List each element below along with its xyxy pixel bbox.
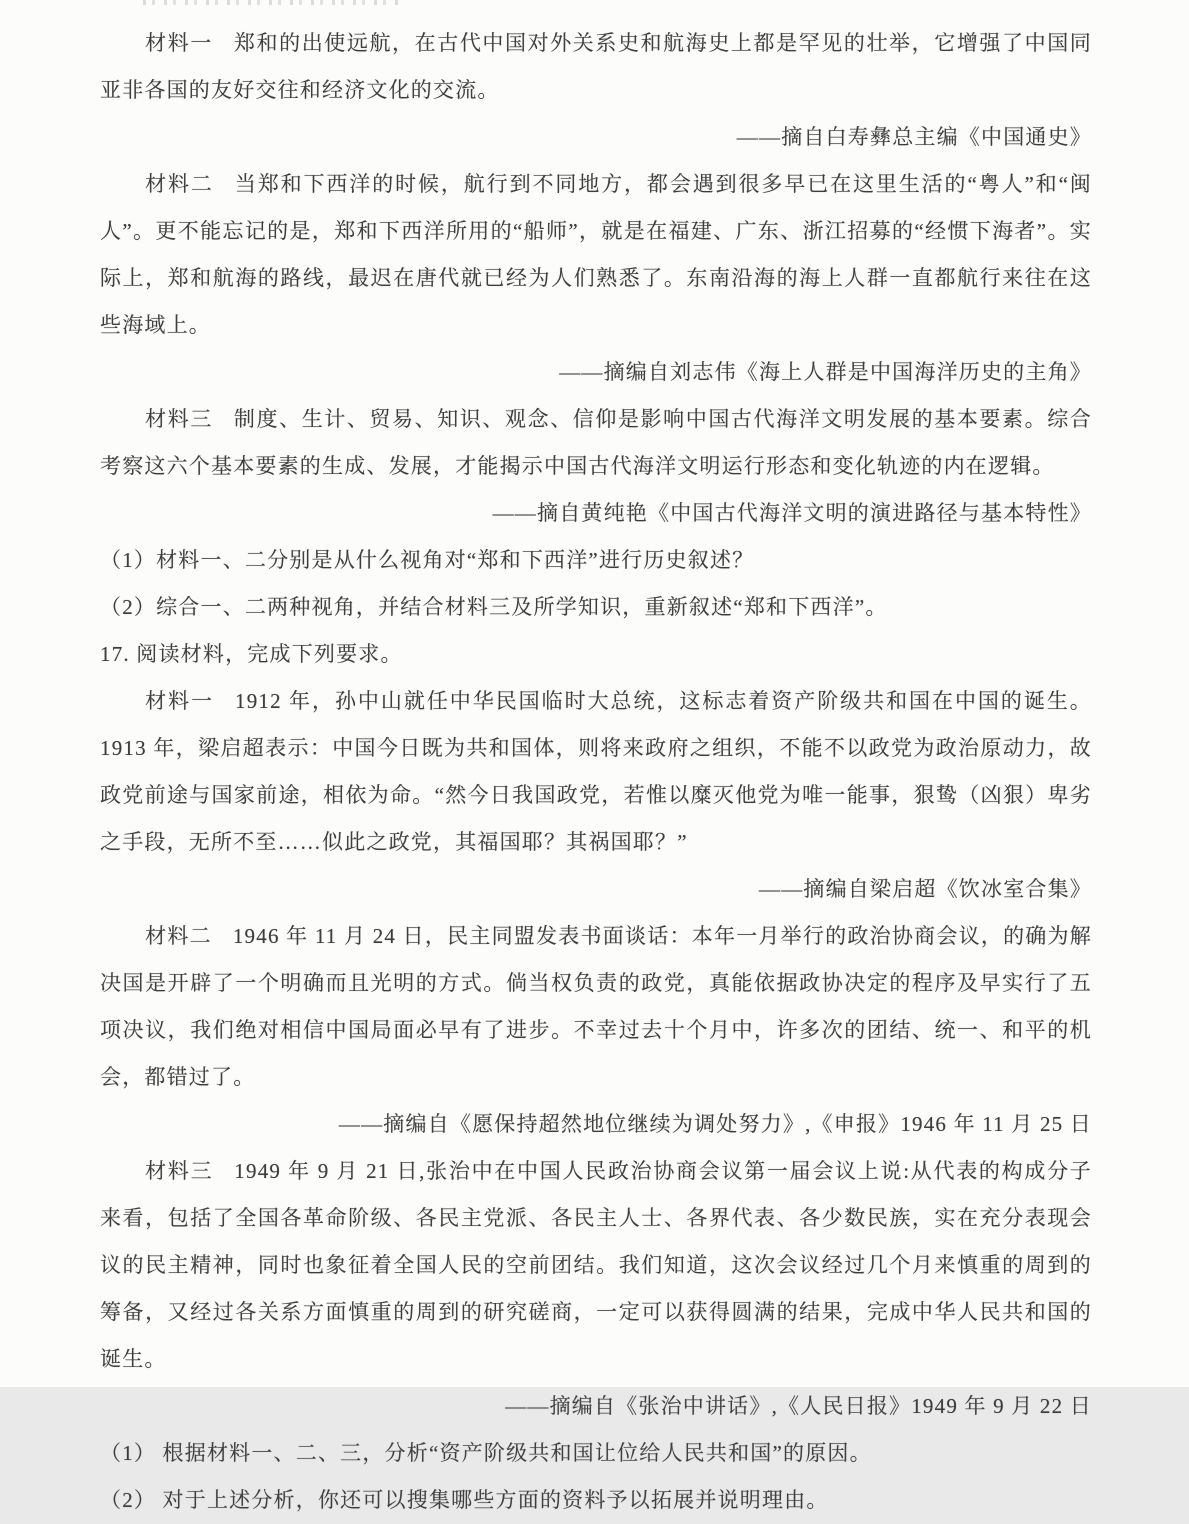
source-attribution: ——摘自白寿彝总主编《中国通史》 <box>736 125 1092 149</box>
exam-text-content <box>100 20 1092 1524</box>
source-attribution: ——摘编自《愿保持超然地位继续为调处努力》,《申报》1946 年 11 月 25 日 <box>338 1112 1092 1136</box>
source-attribution: ——摘编自梁启超《饮冰室合集》 <box>759 877 1092 901</box>
material-label: 材料一 <box>145 31 213 55</box>
material-label: 材料三 <box>145 407 213 431</box>
material-paragraph <box>100 913 1092 1101</box>
material-label: 材料一 <box>145 689 215 713</box>
material-paragraph <box>100 20 1092 114</box>
source-attribution: ——摘编自《张治中讲话》,《人民日报》1949 年 9 月 22 日 <box>505 1394 1092 1418</box>
material-text: 1912 年，孙中山就任中华民国临时大总统，这标志着资产阶级共和国在中国的诞生。1913 年，梁启超表示：中国今日既为共和国体，则将来政府之组织，不能不以政党为政治原动力，故政党前途与国家前途，相依为命。“然今日我国政党，若惟以糜灭他党为唯一能事，狠鸷（凶狠）卑劣之手段，无所不至……似此之政党，其福国耶？其祸国耶？” <box>100 689 1092 854</box>
material-text: 1949 年 9 月 21 日,张治中在中国人民政治协商会议第一届会议上说:从代表的构成分子来看，包括了全国各革命阶级、各民主党派、各民主人士、各界代表、各少数民族，实在充分表现会议的民主精神，同时也象征着全国人民的空前团结。我们知道，这次会议经过几个月来慎重的周到的筹备，又经过各关系方面慎重的周到的研究磋商，一定可以获得圆满的结果，完成中华人民共和国的诞生。 <box>100 1159 1092 1371</box>
material-paragraph <box>100 678 1092 866</box>
question-item-1: （1）材料一、二分别是从什么视角对“郑和下西洋”进行历史叙述？ <box>100 548 755 572</box>
material-label: 材料二 <box>145 924 212 948</box>
material-paragraph <box>100 396 1092 490</box>
source-attribution: ——摘自黄纯艳《中国古代海洋文明的演进路径与基本特性》 <box>492 501 1092 525</box>
question-17-heading: 17. 阅读材料，完成下列要求。 <box>100 642 403 666</box>
material-paragraph <box>100 161 1092 349</box>
material-paragraph <box>100 1148 1092 1383</box>
material-text: 当郑和下西洋的时候，航行到不同地方，都会遇到很多早已在这里生活的“粤人”和“闽人”。更不能忘记的是，郑和下西洋所用的“船师”，就是在福建、广东、浙江招募的“经惯下海者”。实际上，郑和航海的路线，最迟在唐代就已经为人们熟悉了。东南沿海的海上人群一直都航行来往在这些海域上。 <box>100 172 1092 337</box>
material-label: 材料二 <box>145 172 214 196</box>
question-item-2: （2） 对于上述分析，你还可以搜集哪些方面的资料予以拓展并说明理由。 <box>100 1488 829 1512</box>
source-attribution: ——摘编自刘志伟《海上人群是中国海洋历史的主角》 <box>559 360 1092 384</box>
question-item-2: （2）综合一、二两种视角，并结合材料三及所学知识，重新叙述“郑和下西洋”。 <box>100 595 888 619</box>
material-text: 制度、生计、贸易、知识、观念、信仰是影响中国古代海洋文明发展的基本要素。综合考察这六个基本要素的生成、发展，才能揭示中国古代海洋文明运行形态和变化轨迹的内在逻辑。 <box>100 407 1092 478</box>
question-item-1: （1） 根据材料一、二、三，分析“资产阶级共和国让位给人民共和国”的原因。 <box>100 1441 872 1465</box>
material-text: 郑和的出使远航，在古代中国对外关系史和航海史上都是罕见的壮举，它增强了中国同亚非各国的友好交往和经济文化的交流。 <box>100 31 1092 102</box>
material-label: 材料三 <box>145 1159 214 1183</box>
clipped-text-remnant <box>143 0 401 5</box>
material-text: 1946 年 11 月 24 日，民主同盟发表书面谈话：本年一月举行的政治协商会议，的确为解决国是开辟了一个明确而且光明的方式。倘当权负责的政党，真能依据政协决定的程序及早实行了五项决议，我们绝对相信中国局面必早有了进步。不幸过去十个月中，许多次的团结、统一、和平的机会，都错过了。 <box>100 924 1092 1089</box>
